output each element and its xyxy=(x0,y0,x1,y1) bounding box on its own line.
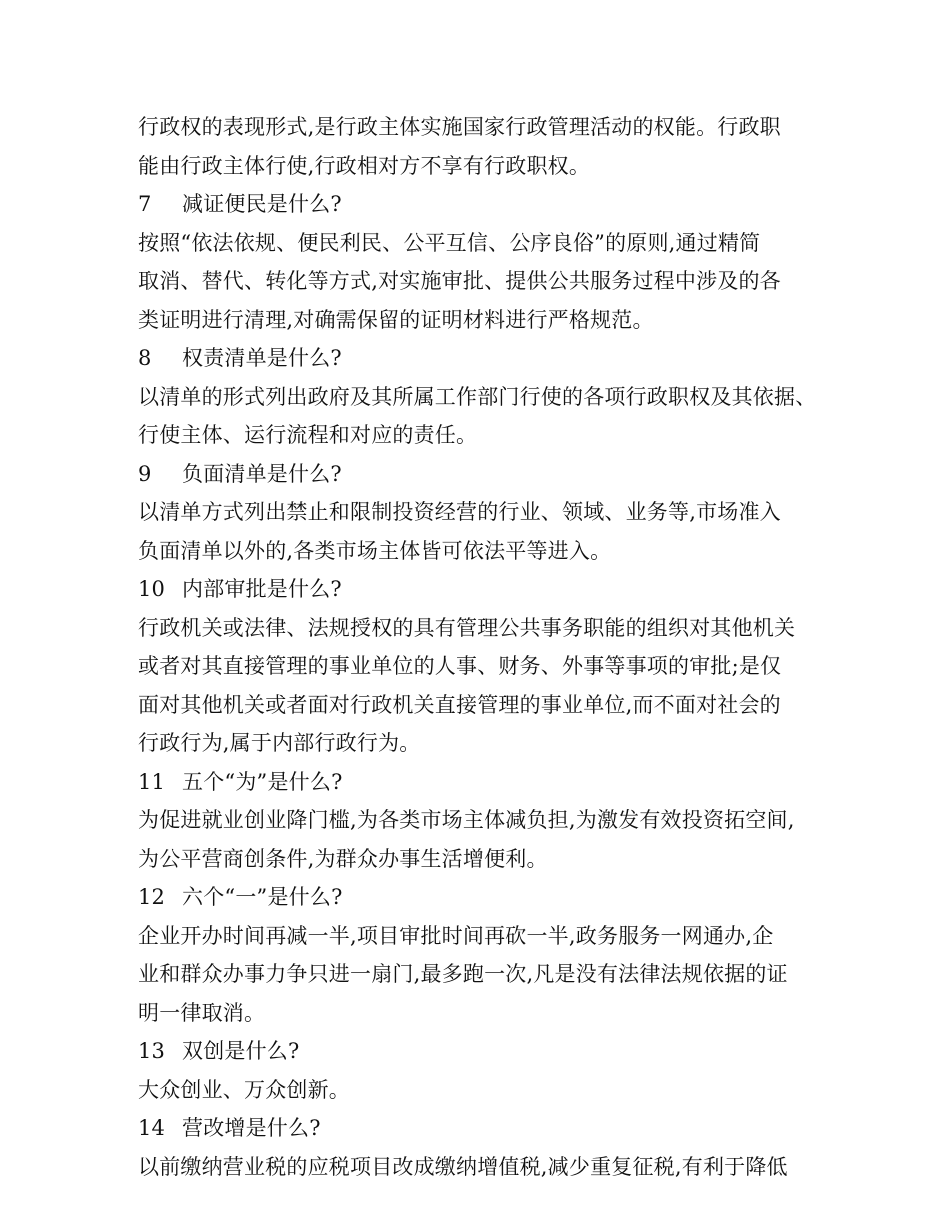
answer-line: 类证明进行清理,对确需保留的证明材料进行严格规范。 xyxy=(138,307,654,332)
question-number: 8 xyxy=(138,346,152,370)
answer-line: 行使主体、运行流程和对应的责任。 xyxy=(138,423,478,447)
question-heading xyxy=(138,1109,828,1148)
intro-paragraph xyxy=(138,108,828,185)
question-text: 负面清单是什么? xyxy=(182,461,342,486)
question-number: 7 xyxy=(138,192,152,216)
question-number: 12 xyxy=(138,885,166,909)
qa-section-10 xyxy=(138,570,828,763)
qa-section-9 xyxy=(138,455,828,571)
answer-line: 以清单方式列出禁止和限制投资经营的行业、领域、业务等,市场准入 xyxy=(138,500,781,524)
question-heading xyxy=(138,570,828,609)
qa-section-14 xyxy=(138,1109,828,1186)
answer-line: 面对其他机关或者面对行政机关直接管理的事业单位,而不面对社会的 xyxy=(138,692,781,717)
answer-line: 业和群众办事力争只进一扇门,最多跑一次,凡是没有法律法规依据的证 xyxy=(138,962,788,986)
question-text: 内部审批是什么? xyxy=(182,577,342,601)
answer-line: 大众创业、万众创新。 xyxy=(138,1077,350,1102)
answer-line: 负面清单以外的,各类市场主体皆可依法平等进入。 xyxy=(138,538,612,563)
question-heading xyxy=(138,339,828,378)
question-heading xyxy=(138,878,828,917)
question-heading xyxy=(138,185,828,224)
qa-section-13 xyxy=(138,1032,828,1109)
question-text: 减证便民是什么? xyxy=(182,192,342,216)
answer-line: 行政行为,属于内部行政行为。 xyxy=(138,731,421,755)
question-number: 14 xyxy=(138,1116,166,1140)
answer-line: 明一律取消。 xyxy=(138,1000,266,1025)
answer-line: 以前缴纳营业税的应税项目改成缴纳增值税,减少重复征税,有利于降低 xyxy=(138,1154,788,1179)
text-line: 能由行政主体行使,行政相对方不享有行政职权。 xyxy=(138,153,591,178)
question-number: 11 xyxy=(138,769,166,794)
answer-line: 行政机关或法律、法规授权的具有管理公共事务职能的组织对其他机关 xyxy=(138,615,796,640)
question-number: 10 xyxy=(138,577,166,601)
qa-section-7 xyxy=(138,185,828,339)
answer-line: 按照“依法依规、便民利民、公平互信、公序良俗”的原则,通过精简 xyxy=(138,230,761,255)
question-number: 13 xyxy=(138,1039,166,1063)
text-line: 行政权的表现形式,是行政主体实施国家行政管理活动的权能。行政职 xyxy=(138,115,781,139)
qa-section-8 xyxy=(138,339,828,455)
question-text: 权责清单是什么? xyxy=(182,346,342,370)
answer-line: 以清单的形式列出政府及其所属工作部门行使的各项行政职权及其依据、 xyxy=(138,384,817,409)
question-number: 9 xyxy=(138,461,152,486)
question-text: 六个“一”是什么? xyxy=(182,885,343,909)
question-heading xyxy=(138,763,828,802)
answer-line: 企业开办时间再减一半,项目审批时间再砍一半,政务服务一网通办,企 xyxy=(138,923,774,948)
question-text: 双创是什么? xyxy=(182,1039,300,1063)
answer-line: 为公平营商创条件,为群众办事生活增便利。 xyxy=(138,846,548,871)
question-text: 五个“为”是什么? xyxy=(182,769,343,794)
question-heading xyxy=(138,455,828,494)
answer-line: 取消、替代、转化等方式,对实施审批、提供公共服务过程中涉及的各 xyxy=(138,269,781,293)
document-body xyxy=(138,108,828,1186)
qa-section-11 xyxy=(138,763,828,879)
question-text: 营改增是什么? xyxy=(182,1116,321,1140)
question-heading xyxy=(138,1032,828,1071)
answer-line: 或者对其直接管理的事业单位的人事、财务、外事等事项的审批;是仅 xyxy=(138,654,782,678)
qa-section-12 xyxy=(138,878,828,1032)
answer-line: 为促进就业创业降门槛,为各类市场主体减负担,为激发有效投资拓空间, xyxy=(138,808,795,832)
